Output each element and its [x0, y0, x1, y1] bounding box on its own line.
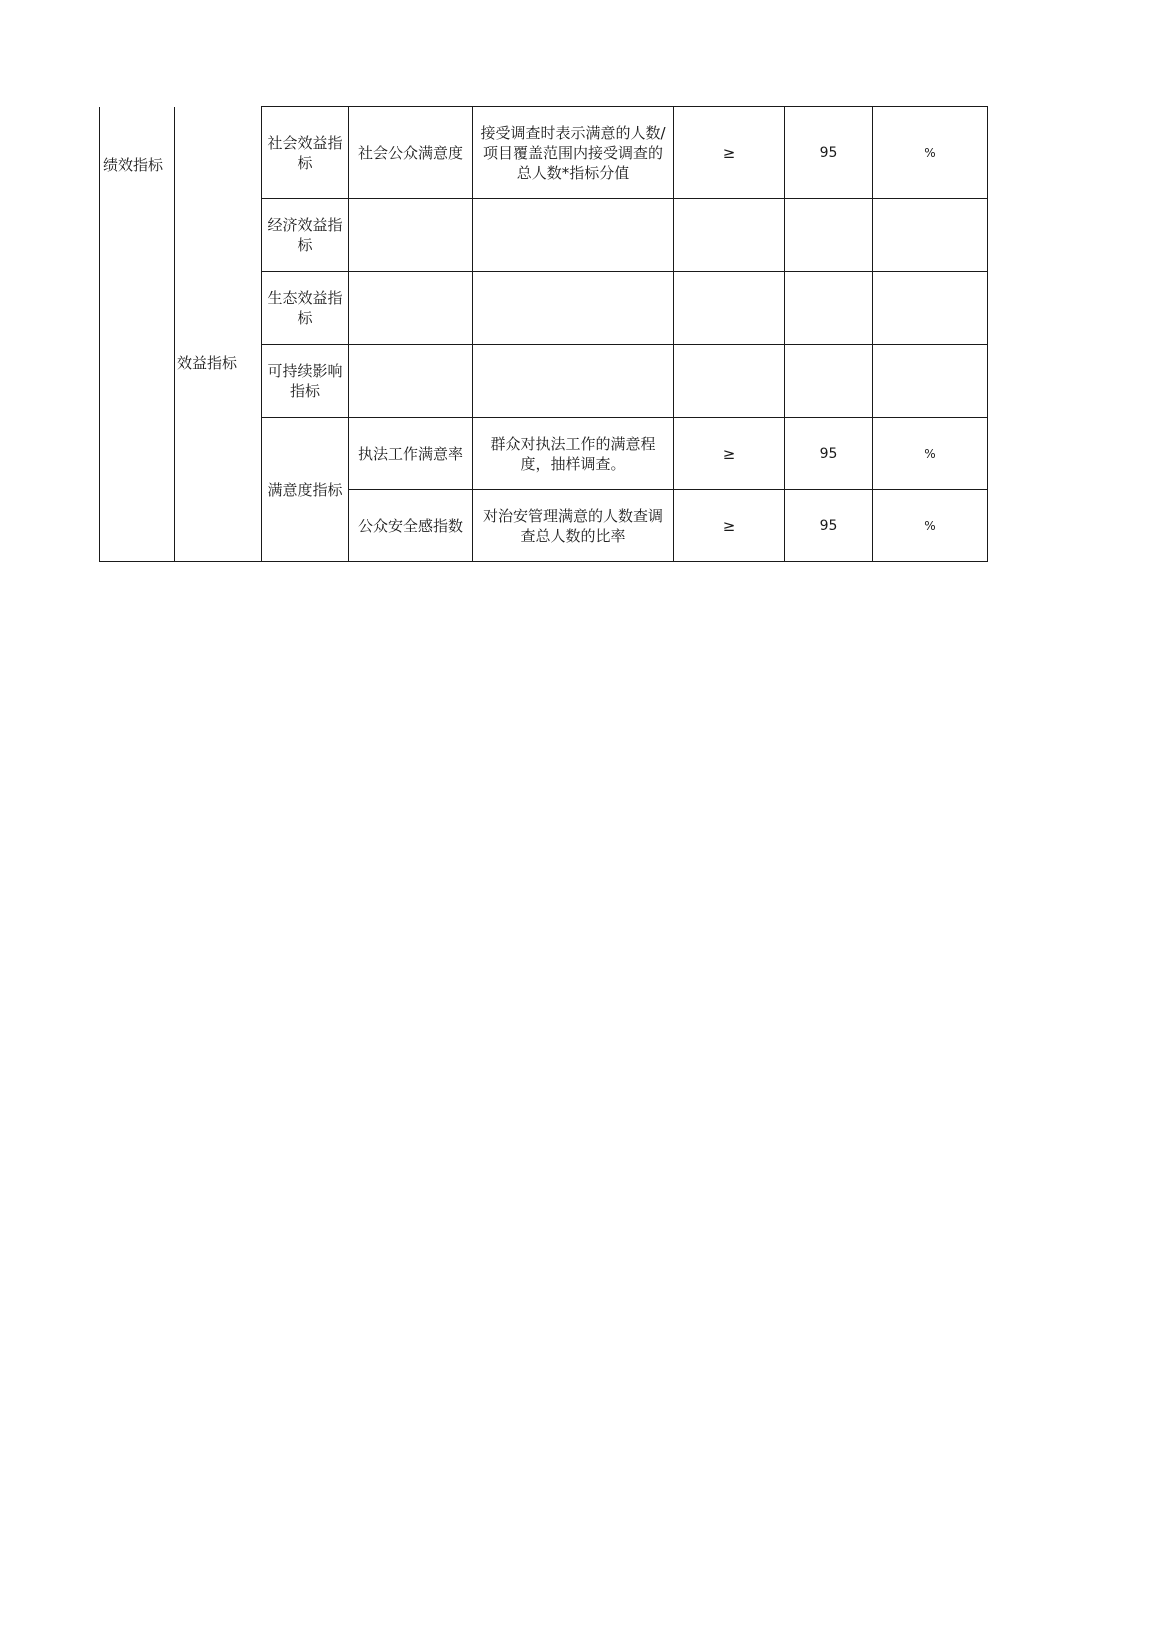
- category-label: 可持续影响指标: [267, 362, 343, 400]
- operator-cell: [674, 199, 785, 272]
- indicator-cell: [349, 418, 473, 490]
- indicator-label: 执法工作满意率: [357, 444, 463, 463]
- category-cell: [262, 199, 349, 272]
- category-cell: [262, 345, 349, 418]
- target-value: 95: [819, 144, 838, 161]
- level2-cell: [175, 107, 262, 562]
- value-cell: [785, 107, 873, 199]
- value-cell: [785, 272, 873, 345]
- category-label: 生态效益指标: [267, 289, 343, 327]
- category-cell: [262, 107, 349, 199]
- category-cell: [262, 272, 349, 345]
- unit-cell: [873, 107, 988, 199]
- unit-label: %: [924, 518, 936, 533]
- value-cell: [785, 199, 873, 272]
- description-cell: [473, 490, 674, 562]
- unit-cell: [873, 345, 988, 418]
- indicator-cell: [349, 272, 473, 345]
- indicator-cell: [349, 490, 473, 562]
- level2-label: 效益指标: [177, 353, 238, 372]
- indicator-label: 公众安全感指数: [357, 516, 463, 535]
- description-cell: [473, 199, 674, 272]
- value-cell: [785, 490, 873, 562]
- category-cell: [262, 418, 349, 562]
- unit-label: %: [924, 446, 936, 461]
- indicator-cell: [349, 107, 473, 199]
- operator-cell: [674, 107, 785, 199]
- description-cell: [473, 107, 674, 199]
- performance-indicator-table: [99, 106, 988, 562]
- operator-symbol: ≥: [722, 516, 736, 535]
- level1-label: 绩效指标: [103, 155, 164, 174]
- description-cell: [473, 345, 674, 418]
- operator-cell: [674, 418, 785, 490]
- target-value: 95: [819, 517, 838, 534]
- target-value: 95: [819, 445, 838, 462]
- category-label: 经济效益指标: [267, 216, 343, 254]
- description-text: 对治安管理满意的人数查调查总人数的比率: [482, 506, 663, 545]
- indicator-label: 社会公众满意度: [357, 143, 463, 162]
- indicator-cell: [349, 345, 473, 418]
- unit-cell: [873, 490, 988, 562]
- unit-cell: [873, 418, 988, 490]
- unit-label: %: [924, 145, 936, 160]
- operator-symbol: ≥: [722, 143, 736, 162]
- table-row: [100, 107, 988, 199]
- category-label: 社会效益指标: [267, 133, 343, 172]
- description-cell: [473, 418, 674, 490]
- operator-cell: [674, 272, 785, 345]
- unit-cell: [873, 199, 988, 272]
- value-cell: [785, 418, 873, 490]
- category-label: 满意度指标: [267, 480, 343, 499]
- operator-cell: [674, 345, 785, 418]
- description-cell: [473, 272, 674, 345]
- operator-symbol: ≥: [722, 444, 736, 463]
- description-text: 群众对执法工作的满意程度，抽样调查。: [490, 434, 656, 473]
- value-cell: [785, 345, 873, 418]
- unit-cell: [873, 272, 988, 345]
- indicator-cell: [349, 199, 473, 272]
- level1-cell: [100, 107, 175, 562]
- description-text: 接受调查时表示满意的人数/项目覆盖范围内接受调查的总人数*指标分值: [480, 123, 666, 182]
- operator-cell: [674, 490, 785, 562]
